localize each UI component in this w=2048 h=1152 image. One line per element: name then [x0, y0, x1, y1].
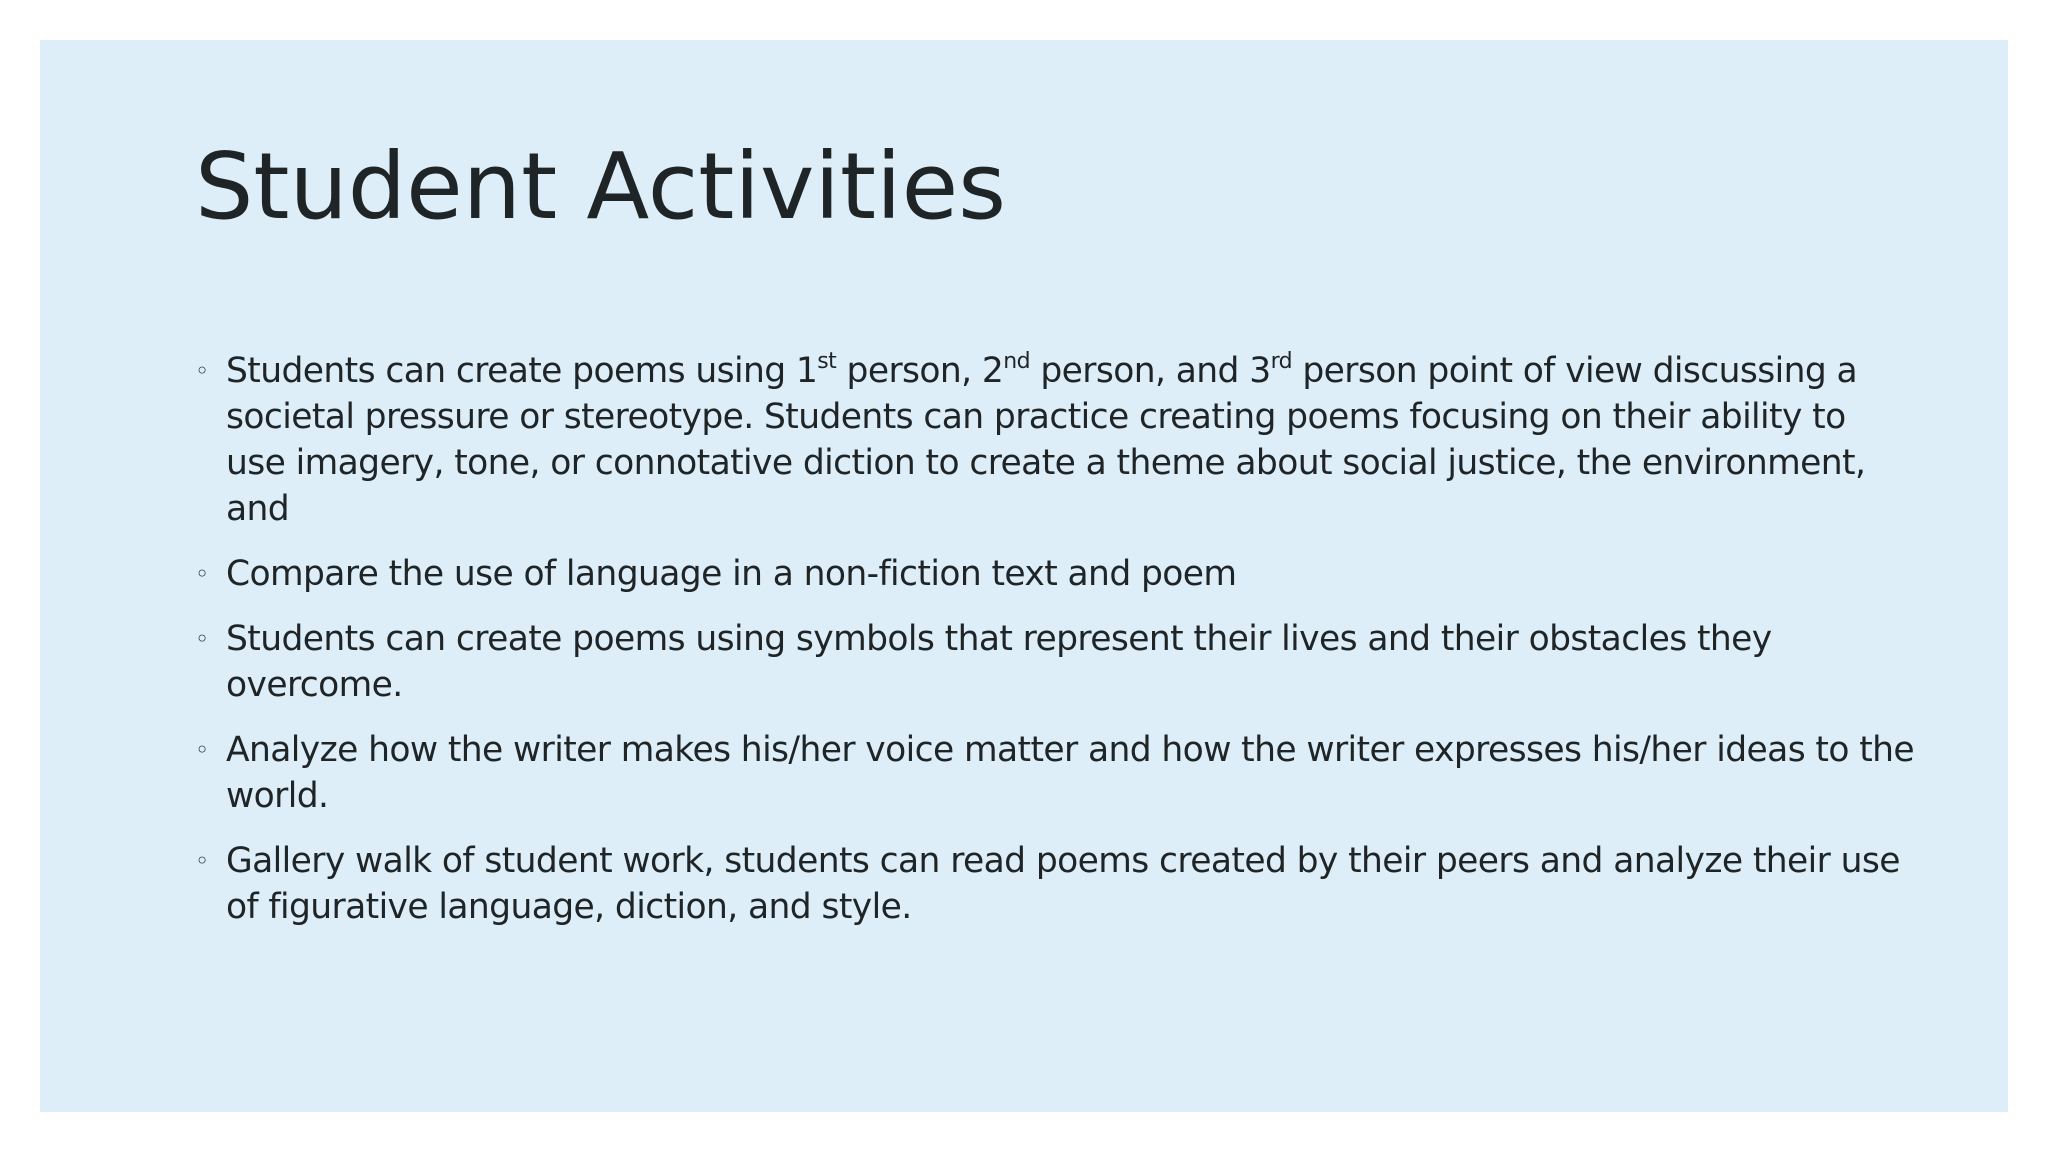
bullet-list [195, 348, 1915, 949]
bullet-item [195, 616, 1915, 708]
bullet-marker: ◦ [195, 847, 209, 875]
bullet-item [195, 727, 1915, 819]
bullet-text: Compare the use of language in a non-fiction text and poem [226, 554, 1237, 594]
ordinal-suffix: st [817, 349, 837, 374]
bullet-item [195, 348, 1915, 532]
bullet-text [226, 351, 1865, 529]
bullet-item [195, 838, 1915, 930]
bullet-marker: ◦ [195, 357, 209, 385]
ordinal-suffix: rd [1270, 349, 1293, 374]
bullet-text-part: person point of view discussing a societal pressure or stereotype. Students can practice creating poems focusing on their ability to use imagery, tone, or connotative diction to create a theme about social justice, the environment, and [226, 351, 1866, 529]
bullet-marker: ◦ [195, 560, 209, 588]
ordinal-suffix: nd [1003, 349, 1030, 374]
bullet-text-part: person, 2 [836, 351, 1004, 391]
bullet-text-part: Students can create poems using 1 [226, 351, 818, 391]
bullet-text: Students can create poems using symbols that represent their lives and their obstacles they overcome. [226, 619, 1772, 705]
bullet-marker: ◦ [195, 625, 209, 653]
bullet-text-part: person, and 3 [1029, 351, 1271, 391]
slide-title: Student Activities [195, 133, 1007, 240]
bullet-text: Gallery walk of student work, students can read poems created by their peers and analyze their use of figurative language, diction, and style. [226, 841, 1900, 927]
bullet-marker: ◦ [195, 736, 209, 764]
bullet-item [195, 551, 1915, 597]
bullet-text: Analyze how the writer makes his/her voice matter and how the writer expresses his/her ideas to the world. [226, 730, 1915, 816]
slide [40, 40, 2008, 1112]
